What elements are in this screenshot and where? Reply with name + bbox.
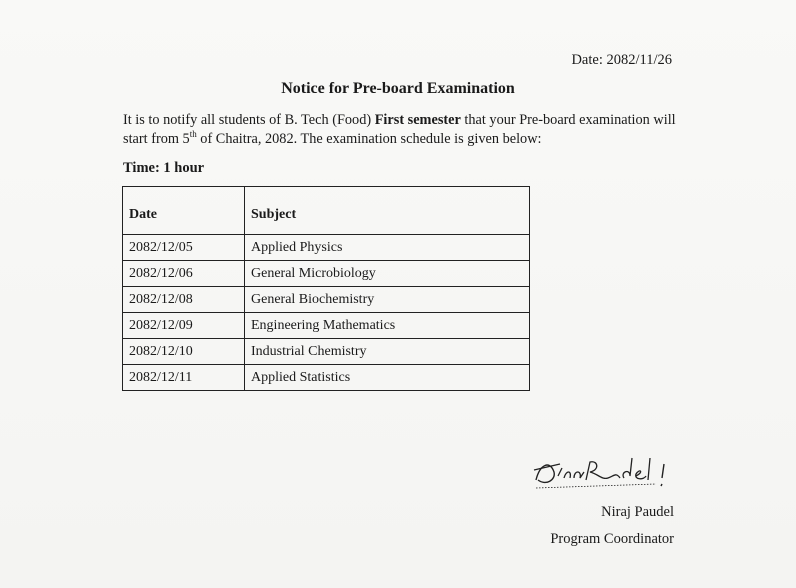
para-text-1: It is to notify all students of B. Tech (Food) bbox=[123, 112, 375, 128]
signer-name: Niraj Paudel bbox=[601, 504, 674, 520]
table-header-row bbox=[123, 187, 530, 235]
cell-subject: Engineering Mathematics bbox=[245, 313, 530, 339]
table-row bbox=[123, 339, 530, 365]
cell-date: 2082/12/06 bbox=[123, 261, 245, 287]
cell-subject: Applied Statistics bbox=[245, 365, 530, 391]
schedule-table bbox=[122, 186, 530, 391]
signer-role: Program Coordinator bbox=[550, 531, 674, 547]
exam-time: Time: 1 hour bbox=[123, 160, 205, 176]
cell-subject: Industrial Chemistry bbox=[245, 339, 530, 365]
notice-paragraph bbox=[123, 111, 683, 149]
table-row bbox=[123, 365, 530, 391]
cell-date: 2082/12/10 bbox=[123, 339, 245, 365]
para-text-3: of Chaitra, 2082. The examination schedule is given below: bbox=[196, 131, 542, 147]
cell-subject: General Biochemistry bbox=[245, 287, 530, 313]
cell-date: 2082/12/08 bbox=[123, 287, 245, 313]
notice-title: Notice for Pre-board Examination bbox=[281, 80, 515, 97]
header-subject: Subject bbox=[245, 187, 530, 235]
notice-date: Date: 2082/11/26 bbox=[571, 52, 672, 68]
para-bold-semester: First semester bbox=[374, 112, 461, 128]
cell-date: 2082/12/09 bbox=[123, 313, 245, 339]
cell-subject: General Microbiology bbox=[245, 261, 530, 287]
cell-date: 2082/12/05 bbox=[123, 235, 245, 261]
table-row bbox=[123, 313, 530, 339]
para-superscript: th bbox=[189, 129, 197, 140]
cell-date: 2082/12/11 bbox=[123, 365, 245, 391]
signature-image bbox=[528, 450, 678, 498]
table-row bbox=[123, 261, 530, 287]
para-text-2: that your Pre-board examination will start from 5 bbox=[123, 112, 676, 147]
table-row bbox=[123, 287, 530, 313]
table-row bbox=[123, 235, 530, 261]
cell-subject: Applied Physics bbox=[245, 235, 530, 261]
header-date: Date bbox=[123, 187, 245, 235]
